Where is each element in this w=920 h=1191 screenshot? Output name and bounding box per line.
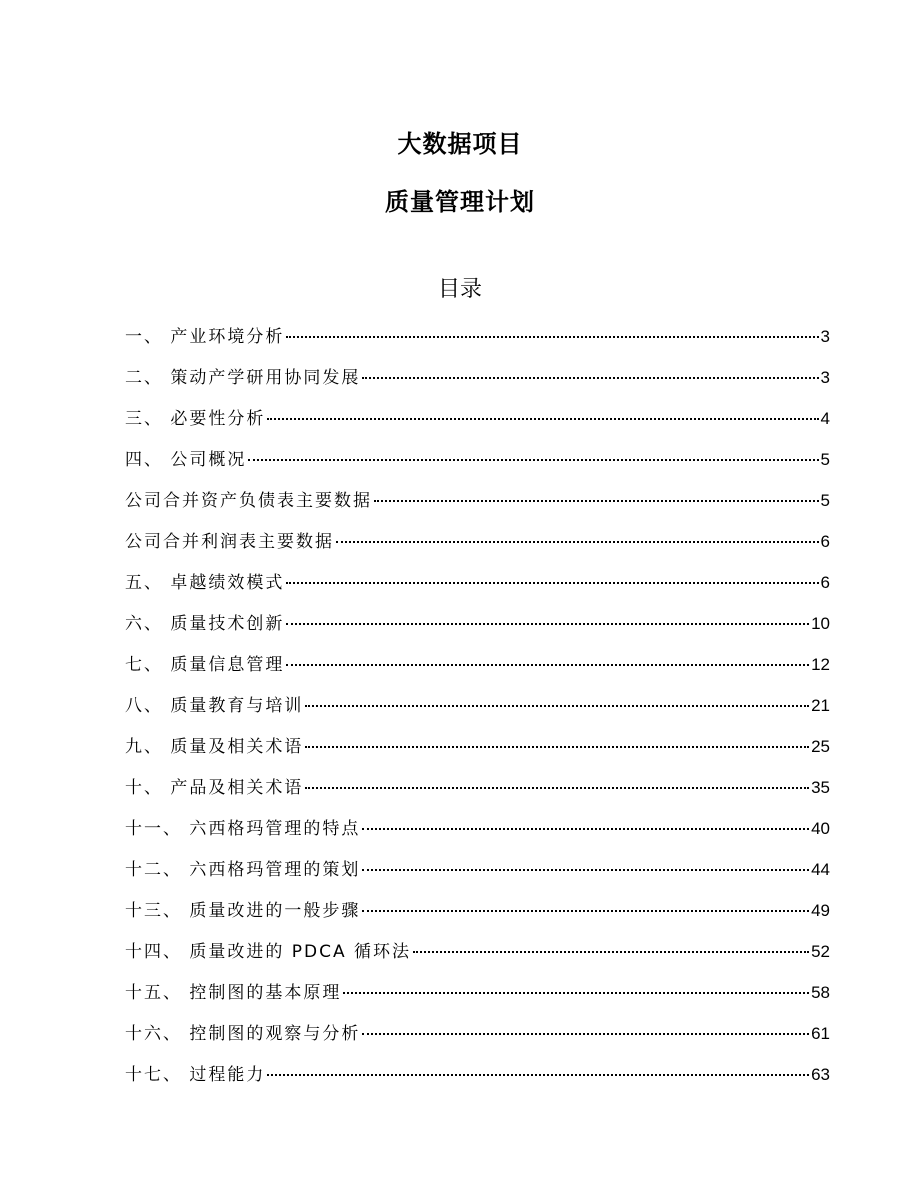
toc-entry-label: 四、 公司概况 xyxy=(125,450,247,470)
toc-entry-page-number: 61 xyxy=(811,1024,830,1043)
toc-entry[interactable] xyxy=(125,979,830,1020)
toc-dot-leader xyxy=(267,418,818,420)
toc-entry[interactable] xyxy=(125,856,830,897)
toc-entry-page-number: 58 xyxy=(811,983,830,1002)
toc-entry[interactable] xyxy=(125,405,830,446)
toc-entry[interactable] xyxy=(125,1061,830,1102)
toc-dot-leader xyxy=(336,541,819,543)
toc-entry-label: 十七、 过程能力 xyxy=(125,1065,266,1085)
toc-entry-label: 十五、 控制图的基本原理 xyxy=(125,983,342,1003)
toc-entry-page-number: 21 xyxy=(811,696,830,715)
toc-entry-page-number: 3 xyxy=(820,368,830,387)
toc-entry[interactable] xyxy=(125,528,830,569)
table-of-contents xyxy=(125,323,830,1102)
toc-entry[interactable] xyxy=(125,323,830,364)
toc-entry-page-number: 63 xyxy=(811,1065,830,1084)
toc-entry-label: 十二、 六西格玛管理的策划 xyxy=(125,860,361,880)
toc-entry-page-number: 5 xyxy=(820,491,830,510)
toc-entry-page-number: 49 xyxy=(811,901,830,920)
toc-heading: 目录 xyxy=(437,277,482,302)
toc-dot-leader xyxy=(362,828,809,830)
toc-dot-leader xyxy=(374,500,819,502)
toc-entry-label: 十一、 六西格玛管理的特点 xyxy=(125,819,361,839)
toc-entry-page-number: 25 xyxy=(811,737,830,756)
toc-entry-page-number: 4 xyxy=(820,409,830,428)
toc-entry-label: 五、 卓越绩效模式 xyxy=(125,573,285,593)
toc-entry-page-number: 10 xyxy=(811,614,830,633)
toc-dot-leader xyxy=(305,705,809,707)
toc-entry[interactable] xyxy=(125,733,830,774)
toc-entry-label: 公司合并资产负债表主要数据 xyxy=(125,491,372,511)
toc-entry-label: 七、 质量信息管理 xyxy=(125,655,285,675)
toc-entry-label: 二、 策动产学研用协同发展 xyxy=(125,368,361,388)
toc-dot-leader xyxy=(362,377,818,379)
toc-entry[interactable] xyxy=(125,487,830,528)
toc-dot-leader xyxy=(305,746,809,748)
toc-dot-leader xyxy=(286,582,818,584)
toc-entry[interactable] xyxy=(125,364,830,405)
toc-entry-page-number: 52 xyxy=(811,942,830,961)
toc-entry-page-number: 6 xyxy=(820,532,830,551)
toc-entry-page-number: 44 xyxy=(811,860,830,879)
toc-entry[interactable] xyxy=(125,1020,830,1061)
toc-entry[interactable] xyxy=(125,815,830,856)
toc-entry-label: 九、 质量及相关术语 xyxy=(125,737,304,757)
toc-entry[interactable] xyxy=(125,692,830,733)
toc-dot-leader xyxy=(343,992,809,994)
toc-entry[interactable] xyxy=(125,774,830,815)
toc-entry-page-number: 12 xyxy=(811,655,830,674)
toc-dot-leader xyxy=(267,1074,809,1076)
toc-entry-label: 三、 必要性分析 xyxy=(125,409,266,429)
toc-dot-leader xyxy=(286,336,818,338)
toc-entry-label: 十四、 质量改进的 PDCA 循环法 xyxy=(125,942,412,962)
toc-entry[interactable] xyxy=(125,651,830,692)
toc-entry[interactable] xyxy=(125,569,830,610)
toc-entry[interactable] xyxy=(125,446,830,487)
toc-entry-page-number: 5 xyxy=(820,450,830,469)
toc-dot-leader xyxy=(413,951,809,953)
toc-dot-leader xyxy=(248,459,818,461)
toc-entry-page-number: 3 xyxy=(820,327,830,346)
toc-dot-leader xyxy=(362,1033,809,1035)
toc-entry-label: 公司合并利润表主要数据 xyxy=(125,532,334,552)
toc-entry-label: 十六、 控制图的观察与分析 xyxy=(125,1024,361,1044)
toc-entry-label: 十、 产品及相关术语 xyxy=(125,778,304,798)
toc-entry[interactable] xyxy=(125,897,830,938)
toc-entry[interactable] xyxy=(125,610,830,651)
toc-entry-page-number: 35 xyxy=(811,778,830,797)
document-title-line2: 质量管理计划 xyxy=(385,188,535,216)
toc-dot-leader xyxy=(286,623,809,625)
toc-entry-page-number: 6 xyxy=(820,573,830,592)
toc-entry-label: 八、 质量教育与培训 xyxy=(125,696,304,716)
toc-dot-leader xyxy=(305,787,809,789)
document-title-line1: 大数据项目 xyxy=(397,130,523,158)
toc-dot-leader xyxy=(362,869,809,871)
toc-dot-leader xyxy=(362,910,809,912)
toc-dot-leader xyxy=(286,664,809,666)
toc-entry-page-number: 40 xyxy=(811,819,830,838)
toc-entry-label: 十三、 质量改进的一般步骤 xyxy=(125,901,361,921)
toc-entry-label: 一、 产业环境分析 xyxy=(125,327,285,347)
toc-entry-label: 六、 质量技术创新 xyxy=(125,614,285,634)
toc-entry[interactable] xyxy=(125,938,830,979)
